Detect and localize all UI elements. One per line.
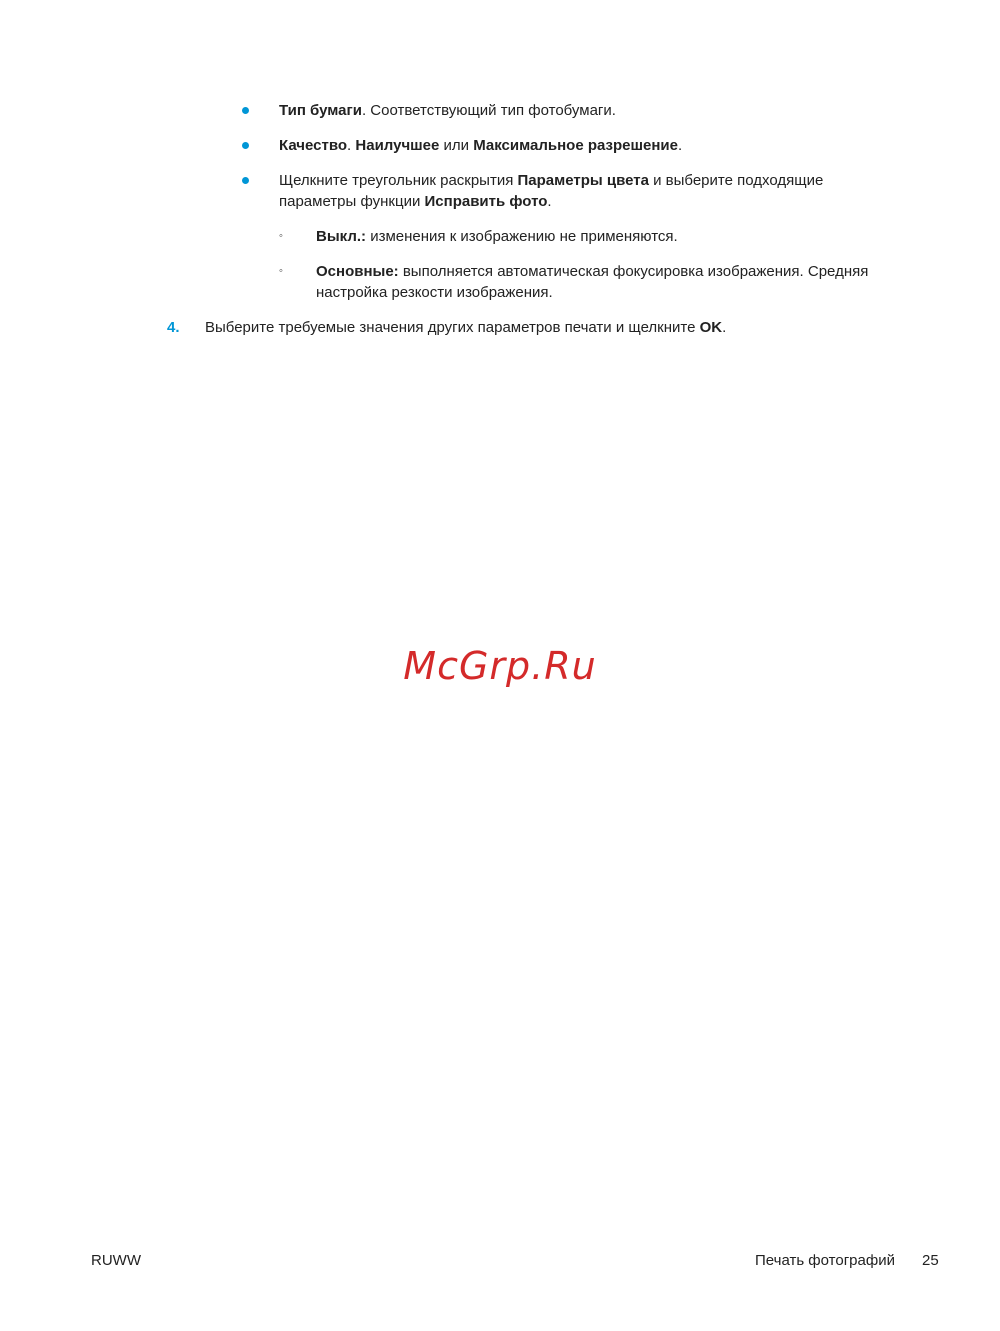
sub-bullet-marker: ◦ xyxy=(279,230,283,242)
bullet-color-options-line2: параметры функции Исправить фото. xyxy=(279,193,552,210)
footer-left: RUWW xyxy=(91,1252,141,1269)
bullet-marker xyxy=(242,142,249,149)
step-number: 4. xyxy=(167,319,180,336)
sub-bullet-basic: Основные: выполняется автоматическая фокусировка изображения. Средняя xyxy=(316,263,869,280)
bullet-color-options: Щелкните треугольник раскрытия Параметры цвета и выберите подходящие xyxy=(279,172,824,189)
bullet-quality: Качество. Наилучшее или Максимальное разрешение. xyxy=(279,137,683,154)
sub-bullet-marker: ◦ xyxy=(279,265,283,277)
footer-section: Печать фотографий xyxy=(755,1252,895,1269)
bullet-marker xyxy=(242,177,249,184)
step-text: Выберите требуемые значения других параметров печати и щелкните OK. xyxy=(205,319,727,336)
sub-bullet-off: Выкл.: изменения к изображению не применяются. xyxy=(316,228,678,245)
bullet-marker xyxy=(242,107,249,114)
sub-bullet-basic-line2: настройка резкости изображения. xyxy=(316,284,553,301)
watermark: McGrp.Ru xyxy=(403,644,597,688)
bullet-paper-type: Тип бумаги. Соответствующий тип фотобумаги. xyxy=(279,102,616,119)
page-number: 25 xyxy=(922,1252,939,1269)
